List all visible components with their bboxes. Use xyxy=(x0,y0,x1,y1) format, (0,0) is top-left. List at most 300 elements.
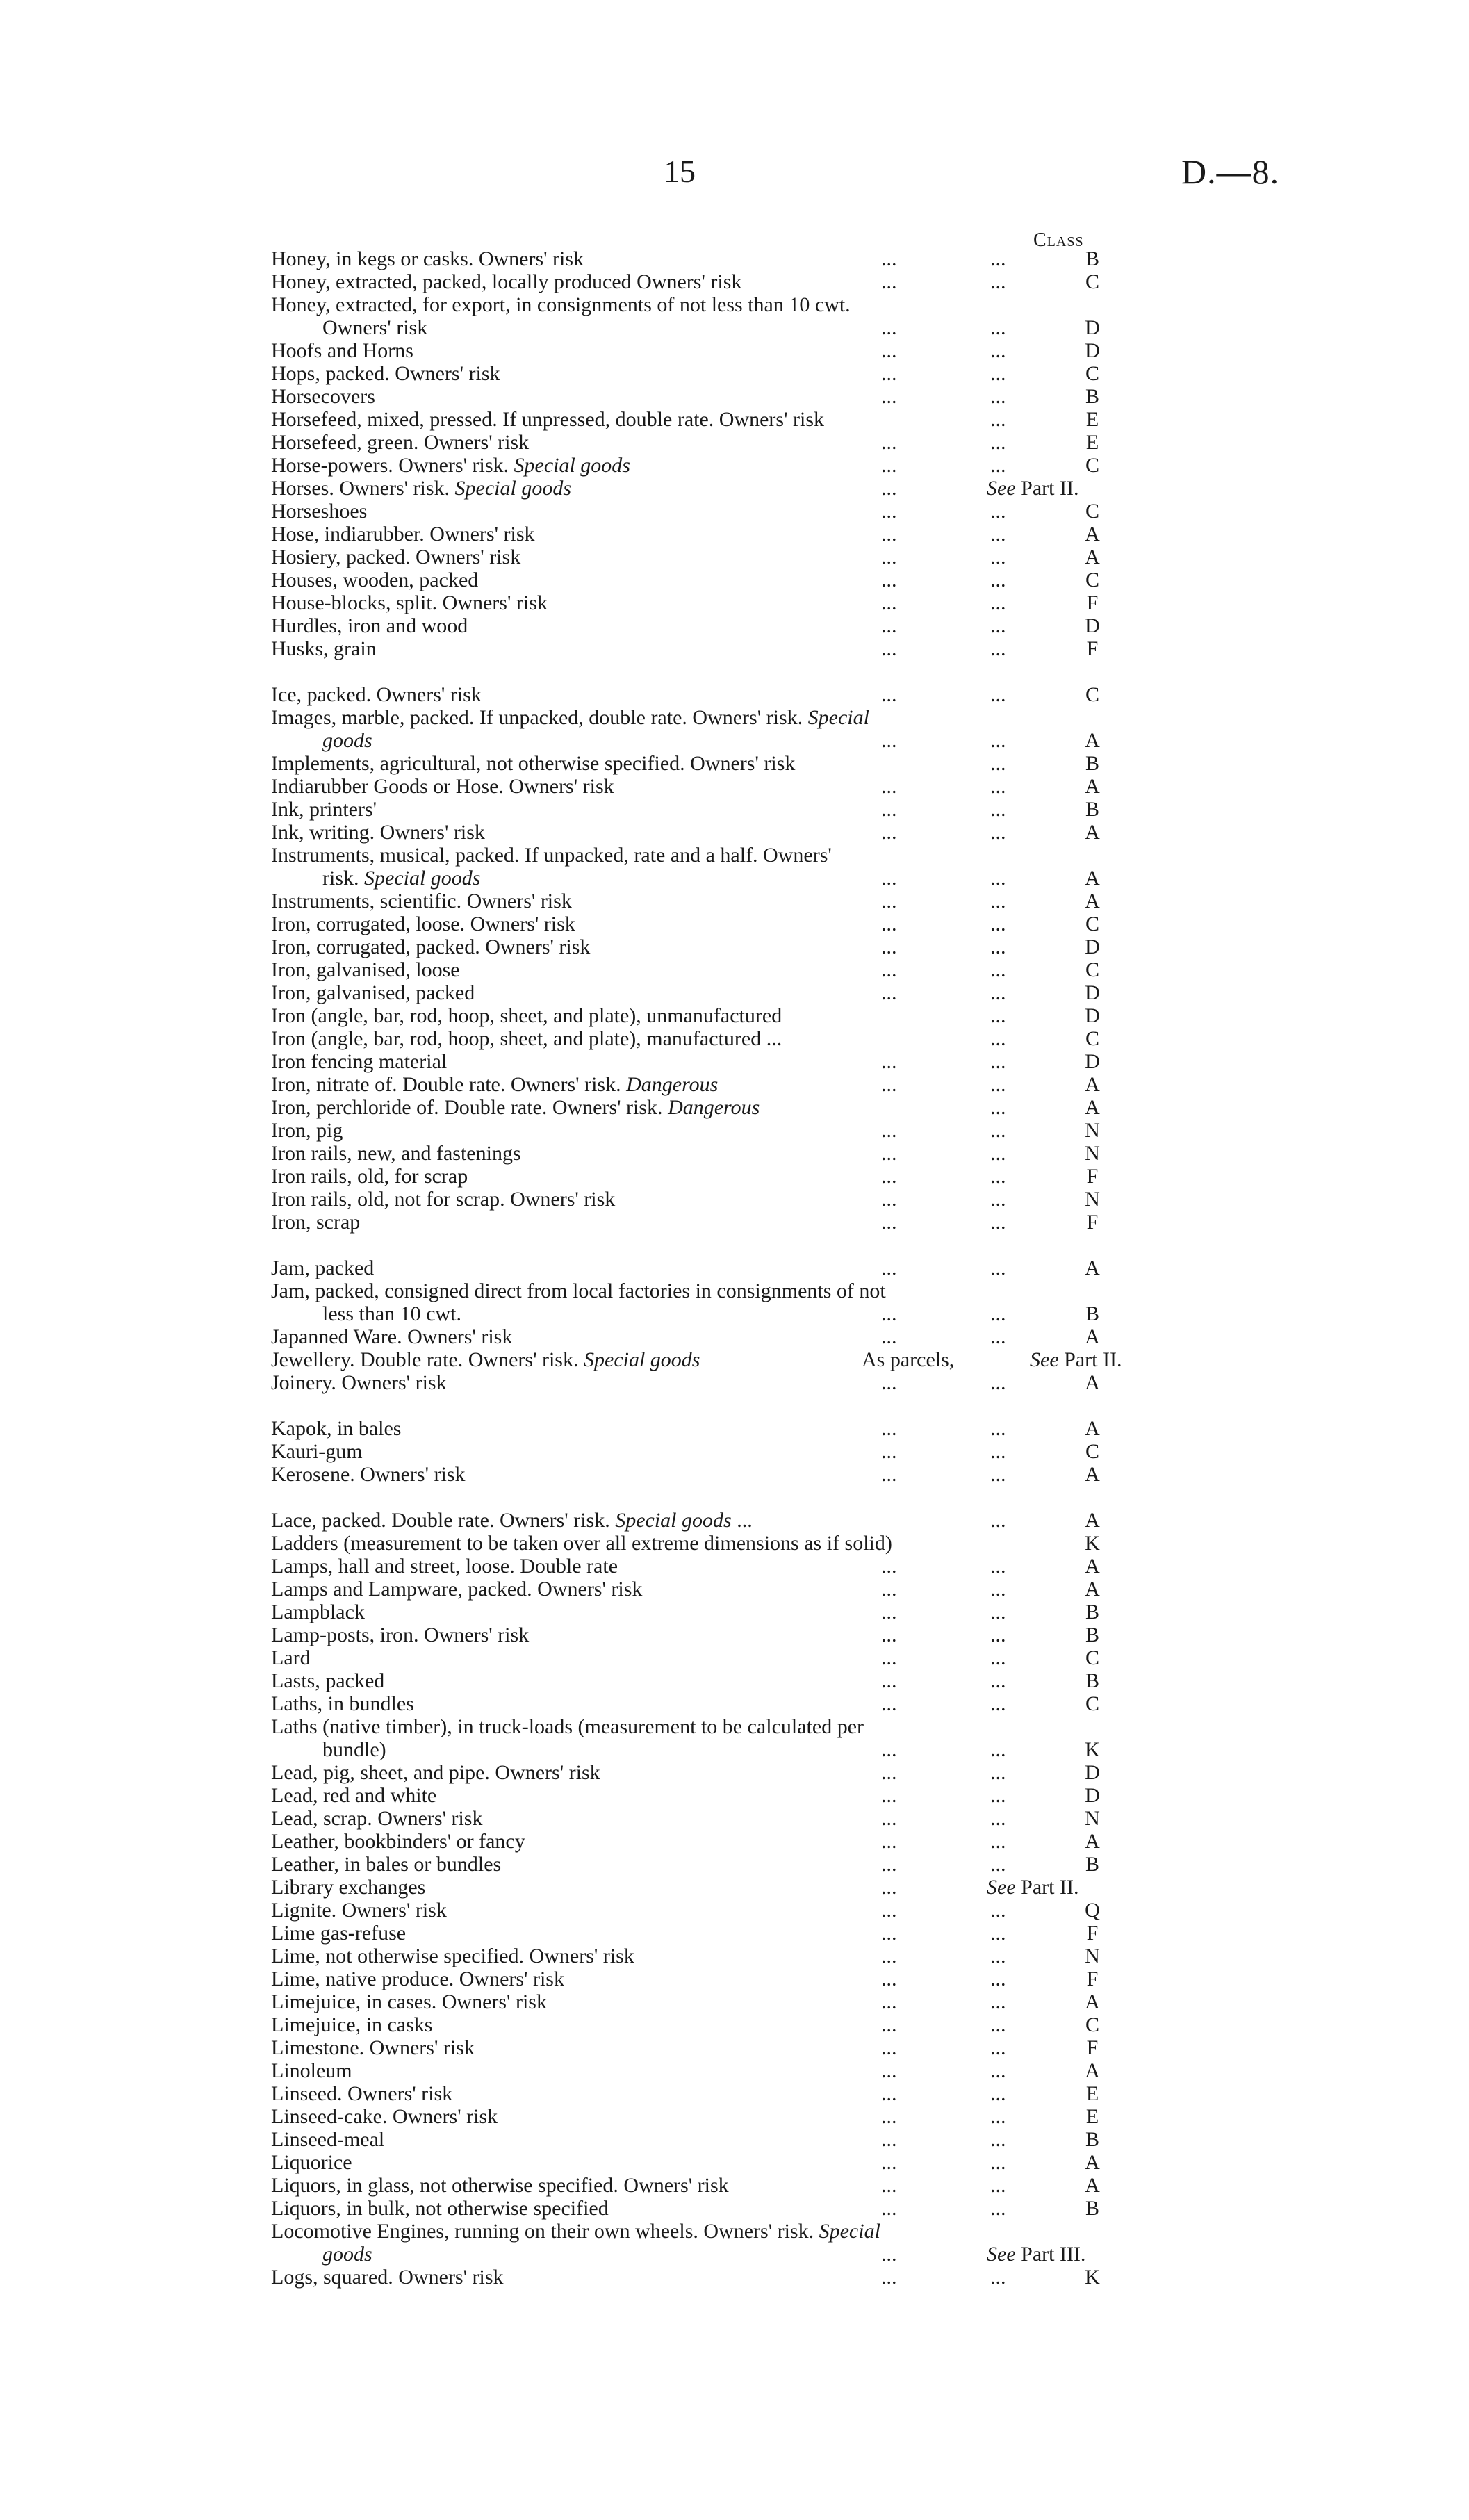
entry-class: K xyxy=(1085,1532,1100,1555)
entry-class: C xyxy=(1085,568,1099,591)
tariff-entry xyxy=(271,1761,1133,1784)
dot-leader: ... xyxy=(990,408,1006,431)
dot-leader: ... xyxy=(990,1119,1006,1142)
tariff-entry xyxy=(271,1440,1133,1463)
entry-description: Lime, not otherwise specified. Owners' risk xyxy=(271,1945,634,1967)
dot-leader: ... xyxy=(990,2059,1006,2082)
dot-leader: ... xyxy=(990,1417,1006,1440)
entry-description: Lead, scrap. Owners' risk xyxy=(271,1807,483,1830)
tariff-entry xyxy=(271,2174,1133,2197)
dot-leader: ... xyxy=(881,614,897,637)
entry-class: D xyxy=(1085,339,1100,362)
see-reference: See Part II. xyxy=(1030,1348,1122,1371)
entry-description: Ink, writing. Owners' risk xyxy=(271,821,485,844)
dot-leader: ... xyxy=(881,1302,897,1325)
dot-leader: ... xyxy=(990,591,1006,614)
entry-class: F xyxy=(1086,591,1099,614)
entry-class: A xyxy=(1085,2059,1100,2082)
entry-description: Leather, in bales or bundles xyxy=(271,1853,502,1876)
entry-class: B xyxy=(1085,247,1099,270)
entry-description: Linseed-cake. Owners' risk xyxy=(271,2105,498,2128)
entry-class: A xyxy=(1085,1325,1100,1348)
entry-class: E xyxy=(1085,2105,1099,2128)
entry-class: F xyxy=(1086,1165,1099,1188)
dot-leader: ... xyxy=(881,431,897,454)
entry-italic-note: Special xyxy=(807,706,869,729)
entry-italic-note: Special goods xyxy=(514,454,630,477)
entry-description: Iron, nitrate of. Double rate. Owners' risk. Dangerous xyxy=(271,1073,719,1096)
tariff-entry xyxy=(271,362,1133,385)
dot-leader: ... xyxy=(990,247,1006,270)
entry-description: Locomotive Engines, running on their own wheels. Owners' risk. Special xyxy=(271,2220,880,2243)
entry-class: A xyxy=(1085,1096,1100,1119)
entry-class: A xyxy=(1085,546,1100,568)
dot-leader: ... xyxy=(881,1945,897,1967)
dot-leader: ... xyxy=(990,2174,1006,2197)
dot-leader: ... xyxy=(990,431,1006,454)
tariff-entry xyxy=(271,1096,1133,1119)
entry-description: Honey, extracted, for export, in consignments of not less than 10 cwt. xyxy=(271,293,851,316)
dot-leader: ... xyxy=(990,2151,1006,2174)
tariff-entry xyxy=(271,2266,1133,2289)
entry-description: Iron rails, old, not for scrap. Owners' risk xyxy=(271,1188,616,1211)
dot-leader: ... xyxy=(990,1027,1006,1050)
entry-class: D xyxy=(1085,316,1100,339)
tariff-entry xyxy=(271,729,1133,752)
entry-class: N xyxy=(1085,1807,1100,1830)
dot-leader: ... xyxy=(881,1784,897,1807)
entry-description: Horses. Owners' risk. Special goods xyxy=(271,477,572,500)
dot-leader: ... xyxy=(990,1922,1006,1945)
tariff-entry xyxy=(271,385,1133,408)
tariff-entry xyxy=(271,1990,1133,2013)
entry-description: Liquors, in bulk, not otherwise specified xyxy=(271,2197,609,2220)
tariff-entry xyxy=(271,2243,1133,2266)
dot-leader: ... xyxy=(881,1165,897,1188)
tariff-entry xyxy=(271,637,1133,660)
tariff-entry xyxy=(271,316,1133,339)
entry-description: House-blocks, split. Owners' risk xyxy=(271,591,548,614)
dot-leader: ... xyxy=(881,1440,897,1463)
entry-italic-note: Special goods xyxy=(364,867,481,890)
tariff-entry xyxy=(271,1623,1133,1646)
dot-leader: ... xyxy=(990,1188,1006,1211)
entry-class: A xyxy=(1085,1073,1100,1096)
dot-leader: ... xyxy=(990,1555,1006,1578)
tariff-entry xyxy=(271,867,1133,890)
dot-leader: ... xyxy=(990,752,1006,775)
entry-description: Limejuice, in casks xyxy=(271,2013,433,2036)
dot-leader: ... xyxy=(990,1646,1006,1669)
tariff-entry xyxy=(271,568,1133,591)
entry-class: C xyxy=(1085,1646,1099,1669)
dot-leader: ... xyxy=(990,1853,1006,1876)
dot-leader: ... xyxy=(990,1692,1006,1715)
entry-description: Hosiery, packed. Owners' risk xyxy=(271,546,521,568)
entry-description: risk. Special goods xyxy=(322,867,481,890)
entry-class: B xyxy=(1085,2128,1099,2151)
entry-description: Ice, packed. Owners' risk xyxy=(271,683,482,706)
entry-description xyxy=(322,729,372,752)
dot-leader: ... xyxy=(990,1830,1006,1853)
dot-leader: ... xyxy=(990,1440,1006,1463)
entry-description: Implements, agricultural, not otherwise specified. Owners' risk xyxy=(271,752,796,775)
entry-class: C xyxy=(1085,500,1099,523)
dot-leader: ... xyxy=(990,568,1006,591)
dot-leader: ... xyxy=(881,981,897,1004)
tariff-entry xyxy=(271,408,1133,431)
entry-description xyxy=(322,2243,372,2266)
entry-class: C xyxy=(1085,1440,1099,1463)
tariff-entry xyxy=(271,1601,1133,1623)
entry-description: Iron, pig xyxy=(271,1119,343,1142)
entry-description: Hops, packed. Owners' risk xyxy=(271,362,500,385)
entry-description: Lasts, packed xyxy=(271,1669,385,1692)
entry-description: Logs, squared. Owners' risk xyxy=(271,2266,504,2289)
tariff-entry xyxy=(271,247,1133,270)
tariff-entry xyxy=(271,1967,1133,1990)
entry-description: Iron (angle, bar, rod, hoop, sheet, and plate), manufactured ... xyxy=(271,1027,782,1050)
dot-leader: ... xyxy=(990,2128,1006,2151)
tariff-entry xyxy=(271,500,1133,523)
tariff-entry xyxy=(271,1417,1133,1440)
entry-description: Horse-powers. Owners' risk. Special goods xyxy=(271,454,630,477)
entry-class: A xyxy=(1085,729,1100,752)
entry-class: A xyxy=(1085,890,1100,913)
entry-description: Linoleum xyxy=(271,2059,352,2082)
tariff-entry xyxy=(271,2151,1133,2174)
entry-description: Lard xyxy=(271,1646,311,1669)
entry-class: D xyxy=(1085,1784,1100,1807)
dot-leader: ... xyxy=(990,1004,1006,1027)
dot-leader: ... xyxy=(881,1922,897,1945)
entry-class: C xyxy=(1085,913,1099,935)
dot-leader: ... xyxy=(881,1601,897,1623)
entry-description: Lead, pig, sheet, and pipe. Owners' risk xyxy=(271,1761,600,1784)
dot-leader: ... xyxy=(881,477,897,500)
entry-description: Hose, indiarubber. Owners' risk xyxy=(271,523,535,546)
tariff-entry xyxy=(271,1348,1133,1371)
tariff-entry xyxy=(271,1119,1133,1142)
entry-description: Iron rails, old, for scrap xyxy=(271,1165,468,1188)
entry-description: Limestone. Owners' risk xyxy=(271,2036,475,2059)
dot-leader: ... xyxy=(881,637,897,660)
entry-description: Lamps and Lampware, packed. Owners' risk xyxy=(271,1578,643,1601)
dot-leader: ... xyxy=(990,1463,1006,1486)
entry-class: C xyxy=(1085,1027,1099,1050)
entry-description: Lamps, hall and street, loose. Double rate xyxy=(271,1555,618,1578)
dot-leader: ... xyxy=(881,1830,897,1853)
entry-description: Kerosene. Owners' risk xyxy=(271,1463,466,1486)
dot-leader: ... xyxy=(990,2266,1006,2289)
dot-leader: ... xyxy=(990,867,1006,890)
dot-leader: ... xyxy=(881,1669,897,1692)
dot-leader: ... xyxy=(990,1807,1006,1830)
tariff-entry xyxy=(271,1715,1133,1738)
dot-leader: ... xyxy=(881,316,897,339)
entry-class: D xyxy=(1085,614,1100,637)
entry-description: Iron, corrugated, packed. Owners' risk xyxy=(271,935,591,958)
entry-class: B xyxy=(1085,385,1099,408)
entry-prefix-note: As parcels, xyxy=(862,1348,955,1371)
tariff-entry xyxy=(271,1922,1133,1945)
entry-description: Indiarubber Goods or Hose. Owners' risk xyxy=(271,775,614,798)
entry-class: A xyxy=(1085,1578,1100,1601)
dot-leader: ... xyxy=(990,1738,1006,1761)
tariff-entry xyxy=(271,1004,1133,1027)
dot-leader: ... xyxy=(881,1578,897,1601)
entry-description: Joinery. Owners' risk xyxy=(271,1371,447,1394)
dot-leader: ... xyxy=(881,2036,897,2059)
tariff-entry xyxy=(271,1578,1133,1601)
dot-leader: ... xyxy=(881,500,897,523)
entry-description: Iron, corrugated, loose. Owners' risk xyxy=(271,913,575,935)
dot-leader: ... xyxy=(881,2128,897,2151)
entry-description: Jewellery. Double rate. Owners' risk. Special goods xyxy=(271,1348,700,1371)
entry-description: Horsecovers xyxy=(271,385,375,408)
entry-class: N xyxy=(1085,1142,1100,1165)
dot-leader: ... xyxy=(881,568,897,591)
dot-leader: ... xyxy=(990,1302,1006,1325)
tariff-entry xyxy=(271,1532,1133,1555)
dot-leader: ... xyxy=(881,247,897,270)
dot-leader: ... xyxy=(990,1371,1006,1394)
entry-description: Lace, packed. Double rate. Owners' risk. Special goods ... xyxy=(271,1509,753,1532)
tariff-entry xyxy=(271,706,1133,729)
entry-description: Iron rails, new, and fastenings xyxy=(271,1142,521,1165)
entry-description: Liquorice xyxy=(271,2151,352,2174)
tariff-entry xyxy=(271,2128,1133,2151)
tariff-entry xyxy=(271,1830,1133,1853)
tariff-entry xyxy=(271,844,1133,867)
tariff-entry xyxy=(271,1142,1133,1165)
entry-description: Liquors, in glass, not otherwise specified. Owners' risk xyxy=(271,2174,729,2197)
dot-leader: ... xyxy=(881,1211,897,1234)
dot-leader: ... xyxy=(990,2082,1006,2105)
entry-class: C xyxy=(1085,2013,1099,2036)
tariff-entry xyxy=(271,2197,1133,2220)
entry-class: A xyxy=(1085,821,1100,844)
dot-leader: ... xyxy=(990,1257,1006,1279)
entry-class: A xyxy=(1085,2151,1100,2174)
dot-leader: ... xyxy=(881,454,897,477)
entry-class: D xyxy=(1085,1050,1100,1073)
see-reference: See Part III. xyxy=(987,2243,1086,2266)
entry-class: B xyxy=(1085,2197,1099,2220)
dot-leader: ... xyxy=(881,1761,897,1784)
tariff-entry xyxy=(271,752,1133,775)
dot-leader: ... xyxy=(881,1853,897,1876)
entry-class: A xyxy=(1085,1509,1100,1532)
dot-leader: ... xyxy=(990,775,1006,798)
entry-description: Leather, bookbinders' or fancy xyxy=(271,1830,525,1853)
dot-leader: ... xyxy=(881,1623,897,1646)
tariff-entry xyxy=(271,683,1133,706)
dot-leader: ... xyxy=(881,2013,897,2036)
tariff-entry xyxy=(271,1211,1133,1234)
tariff-entry xyxy=(271,2105,1133,2128)
entry-italic-note: goods xyxy=(322,729,372,752)
entry-class: C xyxy=(1085,958,1099,981)
tariff-entry xyxy=(271,2036,1133,2059)
entry-description: Horsefeed, mixed, pressed. If unpressed, double rate. Owners' risk xyxy=(271,408,824,431)
dot-leader: ... xyxy=(990,1761,1006,1784)
dot-leader: ... xyxy=(881,1990,897,2013)
entry-class: E xyxy=(1085,408,1099,431)
dot-leader: ... xyxy=(881,683,897,706)
tariff-entry xyxy=(271,1302,1133,1325)
entry-class: F xyxy=(1086,2036,1099,2059)
entry-description: Ladders (measurement to be taken over all extreme dimensions as if solid) xyxy=(271,1532,892,1555)
entry-italic-note: Special goods xyxy=(615,1509,732,1532)
entry-class: F xyxy=(1086,1967,1099,1990)
tariff-entry xyxy=(271,1509,1133,1532)
dot-leader: ... xyxy=(990,683,1006,706)
entry-class: B xyxy=(1085,1302,1099,1325)
entry-description: Horseshoes xyxy=(271,500,368,523)
tariff-entry xyxy=(271,913,1133,935)
dot-leader: ... xyxy=(990,1050,1006,1073)
entry-description: Images, marble, packed. If unpacked, double rate. Owners' risk. Special xyxy=(271,706,869,729)
dot-leader: ... xyxy=(881,1692,897,1715)
entry-description: Linseed. Owners' risk xyxy=(271,2082,453,2105)
dot-leader: ... xyxy=(881,821,897,844)
dot-leader: ... xyxy=(881,2266,897,2289)
entry-description: Lamp-posts, iron. Owners' risk xyxy=(271,1623,530,1646)
entry-class: C xyxy=(1085,1692,1099,1715)
dot-leader: ... xyxy=(881,1807,897,1830)
tariff-entry xyxy=(271,1257,1133,1279)
entry-description: Lignite. Owners' risk xyxy=(271,1899,447,1922)
entry-class: D xyxy=(1085,1761,1100,1784)
dot-leader: ... xyxy=(881,2197,897,2220)
entry-class: C xyxy=(1085,362,1099,385)
entry-class: A xyxy=(1085,1555,1100,1578)
entry-class: A xyxy=(1085,1463,1100,1486)
entry-class: D xyxy=(1085,1004,1100,1027)
page-number: 15 xyxy=(664,154,696,189)
entry-class: N xyxy=(1085,1119,1100,1142)
dot-leader: ... xyxy=(881,1417,897,1440)
entry-description: Laths, in bundles xyxy=(271,1692,414,1715)
dot-leader: ... xyxy=(881,523,897,546)
entry-class: A xyxy=(1085,775,1100,798)
dot-leader: ... xyxy=(990,339,1006,362)
entry-class: E xyxy=(1085,2082,1099,2105)
dot-leader: ... xyxy=(990,890,1006,913)
entry-class: Q xyxy=(1085,1899,1100,1922)
dot-leader: ... xyxy=(990,1669,1006,1692)
see-reference: See Part II. xyxy=(987,1876,1079,1899)
entry-class: A xyxy=(1085,523,1100,546)
tariff-entry xyxy=(271,1463,1133,1486)
tariff-entry xyxy=(271,1188,1133,1211)
tariff-entry xyxy=(271,339,1133,362)
entry-class: A xyxy=(1085,1371,1100,1394)
dot-leader: ... xyxy=(881,2082,897,2105)
dot-leader: ... xyxy=(990,913,1006,935)
dot-leader: ... xyxy=(990,1899,1006,1922)
entry-class: B xyxy=(1085,1853,1099,1876)
dot-leader: ... xyxy=(990,1142,1006,1165)
tariff-entry xyxy=(271,798,1133,821)
entry-class: A xyxy=(1085,1990,1100,2013)
dot-leader: ... xyxy=(990,1096,1006,1119)
dot-leader: ... xyxy=(990,2036,1006,2059)
tariff-entries-list xyxy=(271,247,1133,2289)
tariff-entry xyxy=(271,546,1133,568)
dot-leader: ... xyxy=(881,913,897,935)
tariff-entry xyxy=(271,1876,1133,1899)
dot-leader: ... xyxy=(881,2243,897,2266)
entry-description: Laths (native timber), in truck-loads (measurement to be calculated per xyxy=(271,1715,864,1738)
tariff-entry xyxy=(271,2013,1133,2036)
dot-leader: ... xyxy=(881,1967,897,1990)
tariff-entry xyxy=(271,890,1133,913)
dot-leader: ... xyxy=(881,339,897,362)
document-reference: D.—8. xyxy=(1181,152,1280,191)
dot-leader: ... xyxy=(881,1257,897,1279)
dot-leader: ... xyxy=(881,958,897,981)
dot-leader: ... xyxy=(990,385,1006,408)
entry-description: Iron, perchloride of. Double rate. Owners' risk. Dangerous xyxy=(271,1096,760,1119)
dot-leader: ... xyxy=(990,1073,1006,1096)
entry-description: Owners' risk xyxy=(322,316,428,339)
dot-leader: ... xyxy=(881,1555,897,1578)
dot-leader: ... xyxy=(881,1876,897,1899)
entry-class: B xyxy=(1085,1669,1099,1692)
tariff-entry xyxy=(271,591,1133,614)
entry-class: A xyxy=(1085,2174,1100,2197)
dot-leader: ... xyxy=(990,1211,1006,1234)
dot-leader: ... xyxy=(881,546,897,568)
dot-leader: ... xyxy=(881,1188,897,1211)
entry-class: C xyxy=(1085,683,1099,706)
dot-leader: ... xyxy=(990,1623,1006,1646)
tariff-entry xyxy=(271,1073,1133,1096)
dot-leader: ... xyxy=(990,500,1006,523)
entry-description: Kauri-gum xyxy=(271,1440,363,1463)
dot-leader: ... xyxy=(881,2059,897,2082)
entry-italic-note: Special goods xyxy=(454,477,572,500)
entry-description: Lampblack xyxy=(271,1601,365,1623)
tariff-entry xyxy=(271,2082,1133,2105)
dot-leader: ... xyxy=(881,1073,897,1096)
dot-leader: ... xyxy=(881,890,897,913)
dot-leader: ... xyxy=(990,2197,1006,2220)
dot-leader: ... xyxy=(990,1578,1006,1601)
dot-leader: ... xyxy=(881,935,897,958)
tariff-entry xyxy=(271,614,1133,637)
entry-italic-note: Special goods xyxy=(584,1348,700,1371)
dot-leader: ... xyxy=(990,2013,1006,2036)
entry-class: K xyxy=(1085,2266,1100,2289)
entry-class: F xyxy=(1086,1922,1099,1945)
dot-leader: ... xyxy=(881,1050,897,1073)
entry-description: less than 10 cwt. xyxy=(322,1302,461,1325)
entry-class: C xyxy=(1085,454,1099,477)
entry-description: Ink, printers' xyxy=(271,798,377,821)
entry-description: Library exchanges xyxy=(271,1876,426,1899)
dot-leader: ... xyxy=(990,1601,1006,1623)
dot-leader: ... xyxy=(881,1646,897,1669)
entry-class: N xyxy=(1085,1945,1100,1967)
tariff-entry xyxy=(271,2220,1133,2243)
tariff-entry xyxy=(271,1279,1133,1302)
entry-description: Honey, in kegs or casks. Owners' risk xyxy=(271,247,584,270)
tariff-entry xyxy=(271,821,1133,844)
entry-italic-note: Special xyxy=(819,2220,880,2243)
